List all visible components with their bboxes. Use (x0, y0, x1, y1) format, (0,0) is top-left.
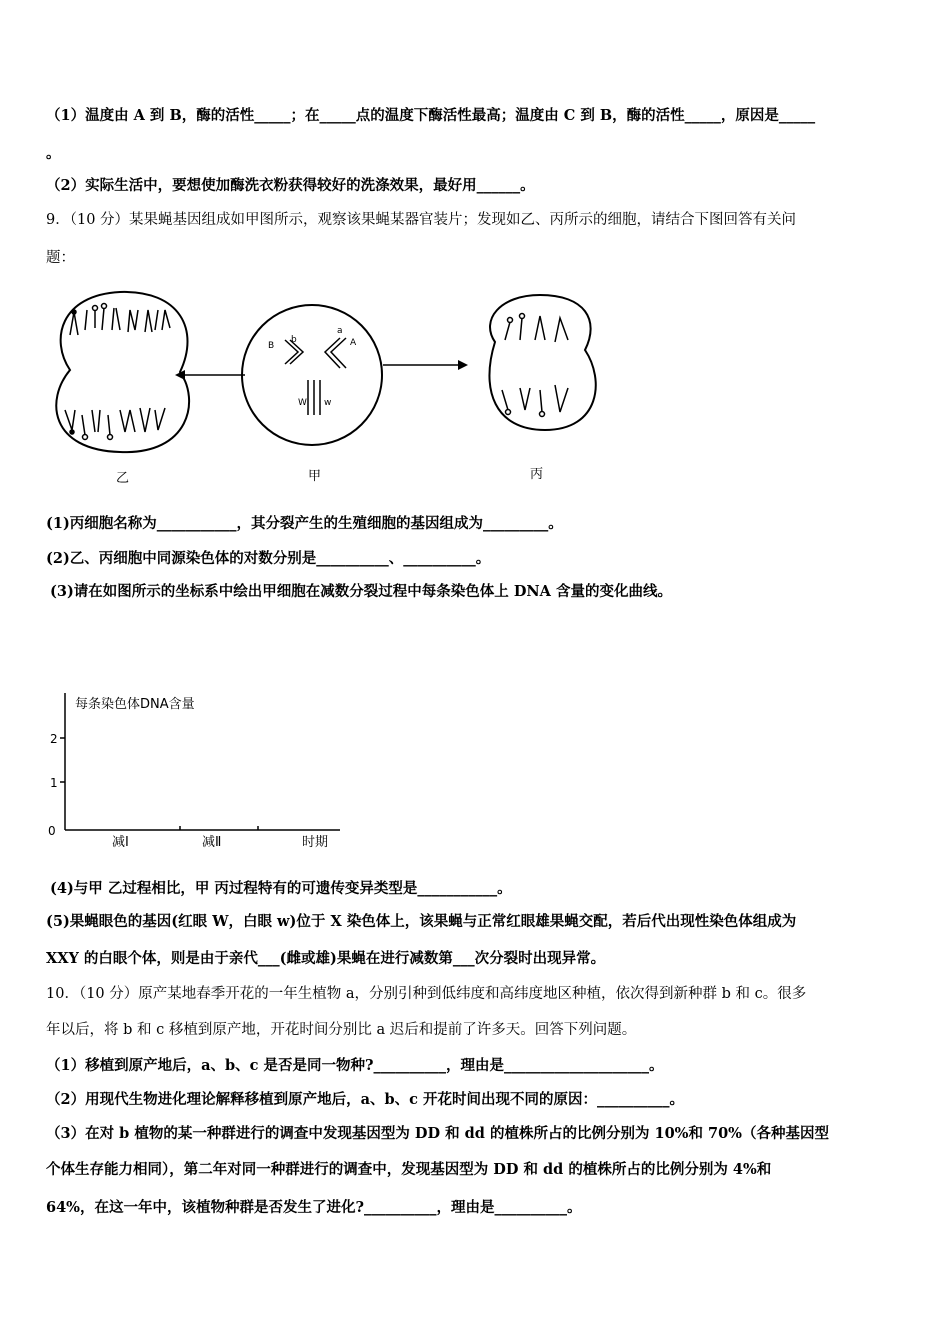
bing-chromosomes-top (505, 314, 568, 343)
tick-2: 2 (50, 732, 58, 746)
gene-w: w (324, 398, 332, 408)
arrow-to-bing (458, 360, 468, 370)
q8-part1-line1: （1）温度由 A 到 B，酶的活性_____；在_____点的温度下酶活性最高；温度由 C 到 B，酶的活性_____，原因是_____ (46, 107, 816, 124)
q10-stem-line1: 10．（10 分）原产某地春季开花的一年生植物 a，分别引种到低纬度和高纬度地区种植，依次得到新种群 b 和 c。很多 (46, 986, 807, 1002)
q9-part4: (4)与甲 乙过程相比，甲 丙过程特有的可遗传变异类型是___________。 (50, 880, 512, 897)
q10-part1: （1）移植到原产地后，a、b、c 是否是同一物种?__________，理由是____________________。 (46, 1057, 664, 1074)
q9-part5-line1: (5)果蝇眼色的基因(红眼 W，白眼 w)位于 X 染色体上，该果蝇与正常红眼雄果蝇交配，若后代出现性染色体组成为 (46, 913, 797, 930)
jia-chromosomes (285, 338, 346, 415)
label-jia: 甲 (308, 469, 322, 484)
gene-a: a (337, 326, 343, 336)
gene-W: W (298, 398, 307, 408)
q9-stem-line1: 9．（10 分）某果蝇基因组成如甲图所示，观察该果蝇某器官装片；发现如乙、丙所示的细胞，请结合下图回答有关问 (46, 212, 797, 228)
q8-part1-line2: 。 (46, 145, 61, 162)
cell-jia-outline (242, 305, 382, 445)
q9-part5-line2: XXY 的白眼个体，则是由于亲代___(雌或雄)果蝇在进行减数第___次分裂时出现异常。 (46, 950, 606, 967)
q10-part3-line3: 64%，在这一年中，该植物种群是否发生了进化?__________，理由是__________。 (46, 1199, 582, 1216)
gene-A: A (350, 338, 357, 348)
q10-part3-line2: 个体生存能力相同），第二年对同一种群进行的调查中，发现基因型为 DD 和 dd 的植株所占的比例分别为 4%和 (46, 1161, 772, 1178)
xlabel-meiosis1: 减Ⅰ (112, 835, 129, 850)
label-yi: 乙 (116, 471, 130, 486)
gene-b: b (291, 335, 297, 345)
q9-part1: (1)丙细胞名称为___________，其分裂产生的生殖细胞的基因组成为_________。 (46, 515, 563, 532)
cell-bing-outline (489, 295, 595, 430)
tick-1: 1 (50, 776, 58, 790)
xlabel-meiosis2: 减Ⅱ (202, 835, 222, 850)
label-bing: 丙 (530, 467, 544, 482)
q10-stem-line2: 年以后，将 b 和 c 移植到原产地，开花时间分别比 a 迟后和提前了许多天。回答下列问题。 (46, 1022, 637, 1038)
q10-part2: （2）用现代生物进化理论解释移植到原产地后，a、b、c 开花时间出现不同的原因：__________。 (46, 1091, 684, 1108)
cell-division-figure (40, 280, 640, 490)
q10-part3-line1: （3）在对 b 植物的某一种群进行的调查中发现基因型为 DD 和 dd 的植株所占的比例分别为 10%和 70%（各种基因型 (46, 1125, 829, 1142)
yi-chromosomes-bottom (65, 408, 165, 440)
tick-0: 0 (48, 824, 56, 838)
xlabel-period: 时期 (302, 835, 329, 850)
q9-stem-line2: 题： (46, 250, 75, 266)
graph-ylabel: 每条染色体DNA含量 (75, 697, 195, 712)
yi-chromosomes-top (70, 304, 170, 336)
dna-content-graph (40, 688, 360, 858)
gene-B: B (268, 341, 275, 351)
cell-yi-outline (56, 292, 189, 452)
bing-chromosomes-bottom (502, 385, 568, 417)
q9-part2: (2)乙、丙细胞中同源染色体的对数分别是__________、__________。 (46, 550, 491, 567)
q8-part2: （2）实际生活中，要想使加酶洗衣粉获得较好的洗涤效果，最好用______。 (46, 177, 535, 194)
q9-part3: (3)请在如图所示的坐标系中绘出甲细胞在减数分裂过程中每条染色体上 DNA 含量的变化曲线。 (50, 583, 672, 600)
